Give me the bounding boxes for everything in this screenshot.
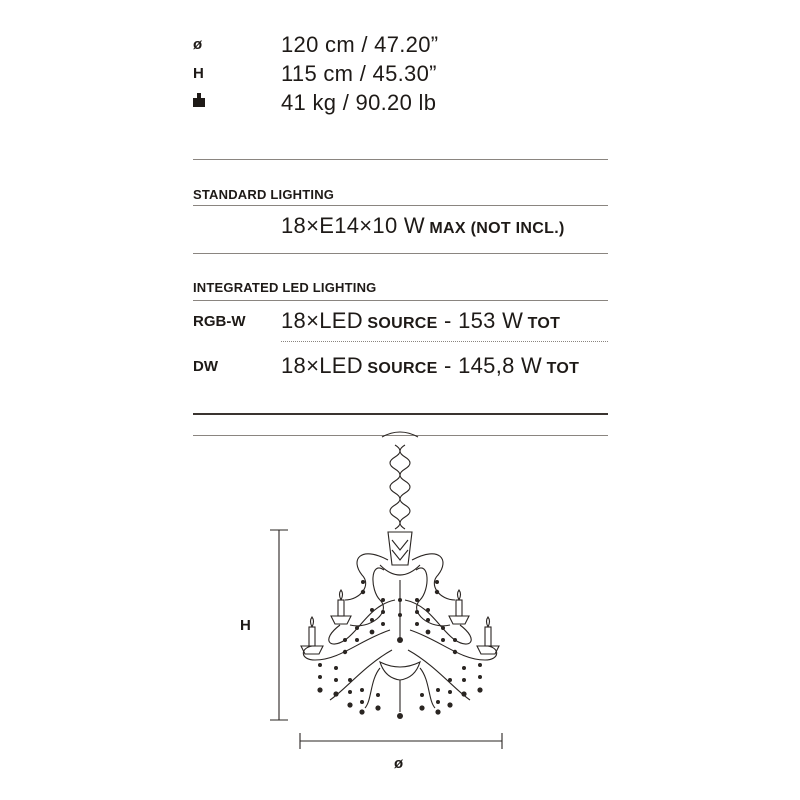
led-tot: TOT bbox=[546, 360, 580, 377]
standard-lighting-suffix: MAX (NOT INCL.) bbox=[429, 220, 565, 237]
led-source: SOURCE bbox=[367, 360, 438, 377]
led-sep: - bbox=[437, 308, 459, 333]
diameter-icon: ø bbox=[193, 36, 203, 53]
diameter-dimension-label: ø bbox=[394, 755, 404, 772]
led-row-label: RGB-W bbox=[193, 313, 246, 330]
standard-lighting-main: 18×E14×10 W bbox=[281, 213, 425, 238]
weight-value: 41 kg / 90.20 lb bbox=[281, 90, 437, 115]
led-lighting-title: INTEGRATED LED LIGHTING bbox=[193, 280, 377, 295]
led-count: 18×LED bbox=[281, 353, 363, 378]
height-dimension-label: H bbox=[240, 617, 251, 634]
height-icon: H bbox=[193, 65, 204, 82]
standard-lighting-title: STANDARD LIGHTING bbox=[193, 187, 335, 202]
diameter-value: 120 cm / 47.20” bbox=[281, 32, 439, 57]
led-watts: 153 W bbox=[458, 308, 524, 333]
led-sep: - bbox=[437, 353, 459, 378]
led-watts: 145,8 W bbox=[458, 353, 543, 378]
led-count: 18×LED bbox=[281, 308, 363, 333]
height-value: 115 cm / 45.30” bbox=[281, 61, 437, 86]
led-tot: TOT bbox=[527, 315, 561, 332]
led-row-label: DW bbox=[193, 358, 218, 375]
led-source: SOURCE bbox=[367, 315, 438, 332]
